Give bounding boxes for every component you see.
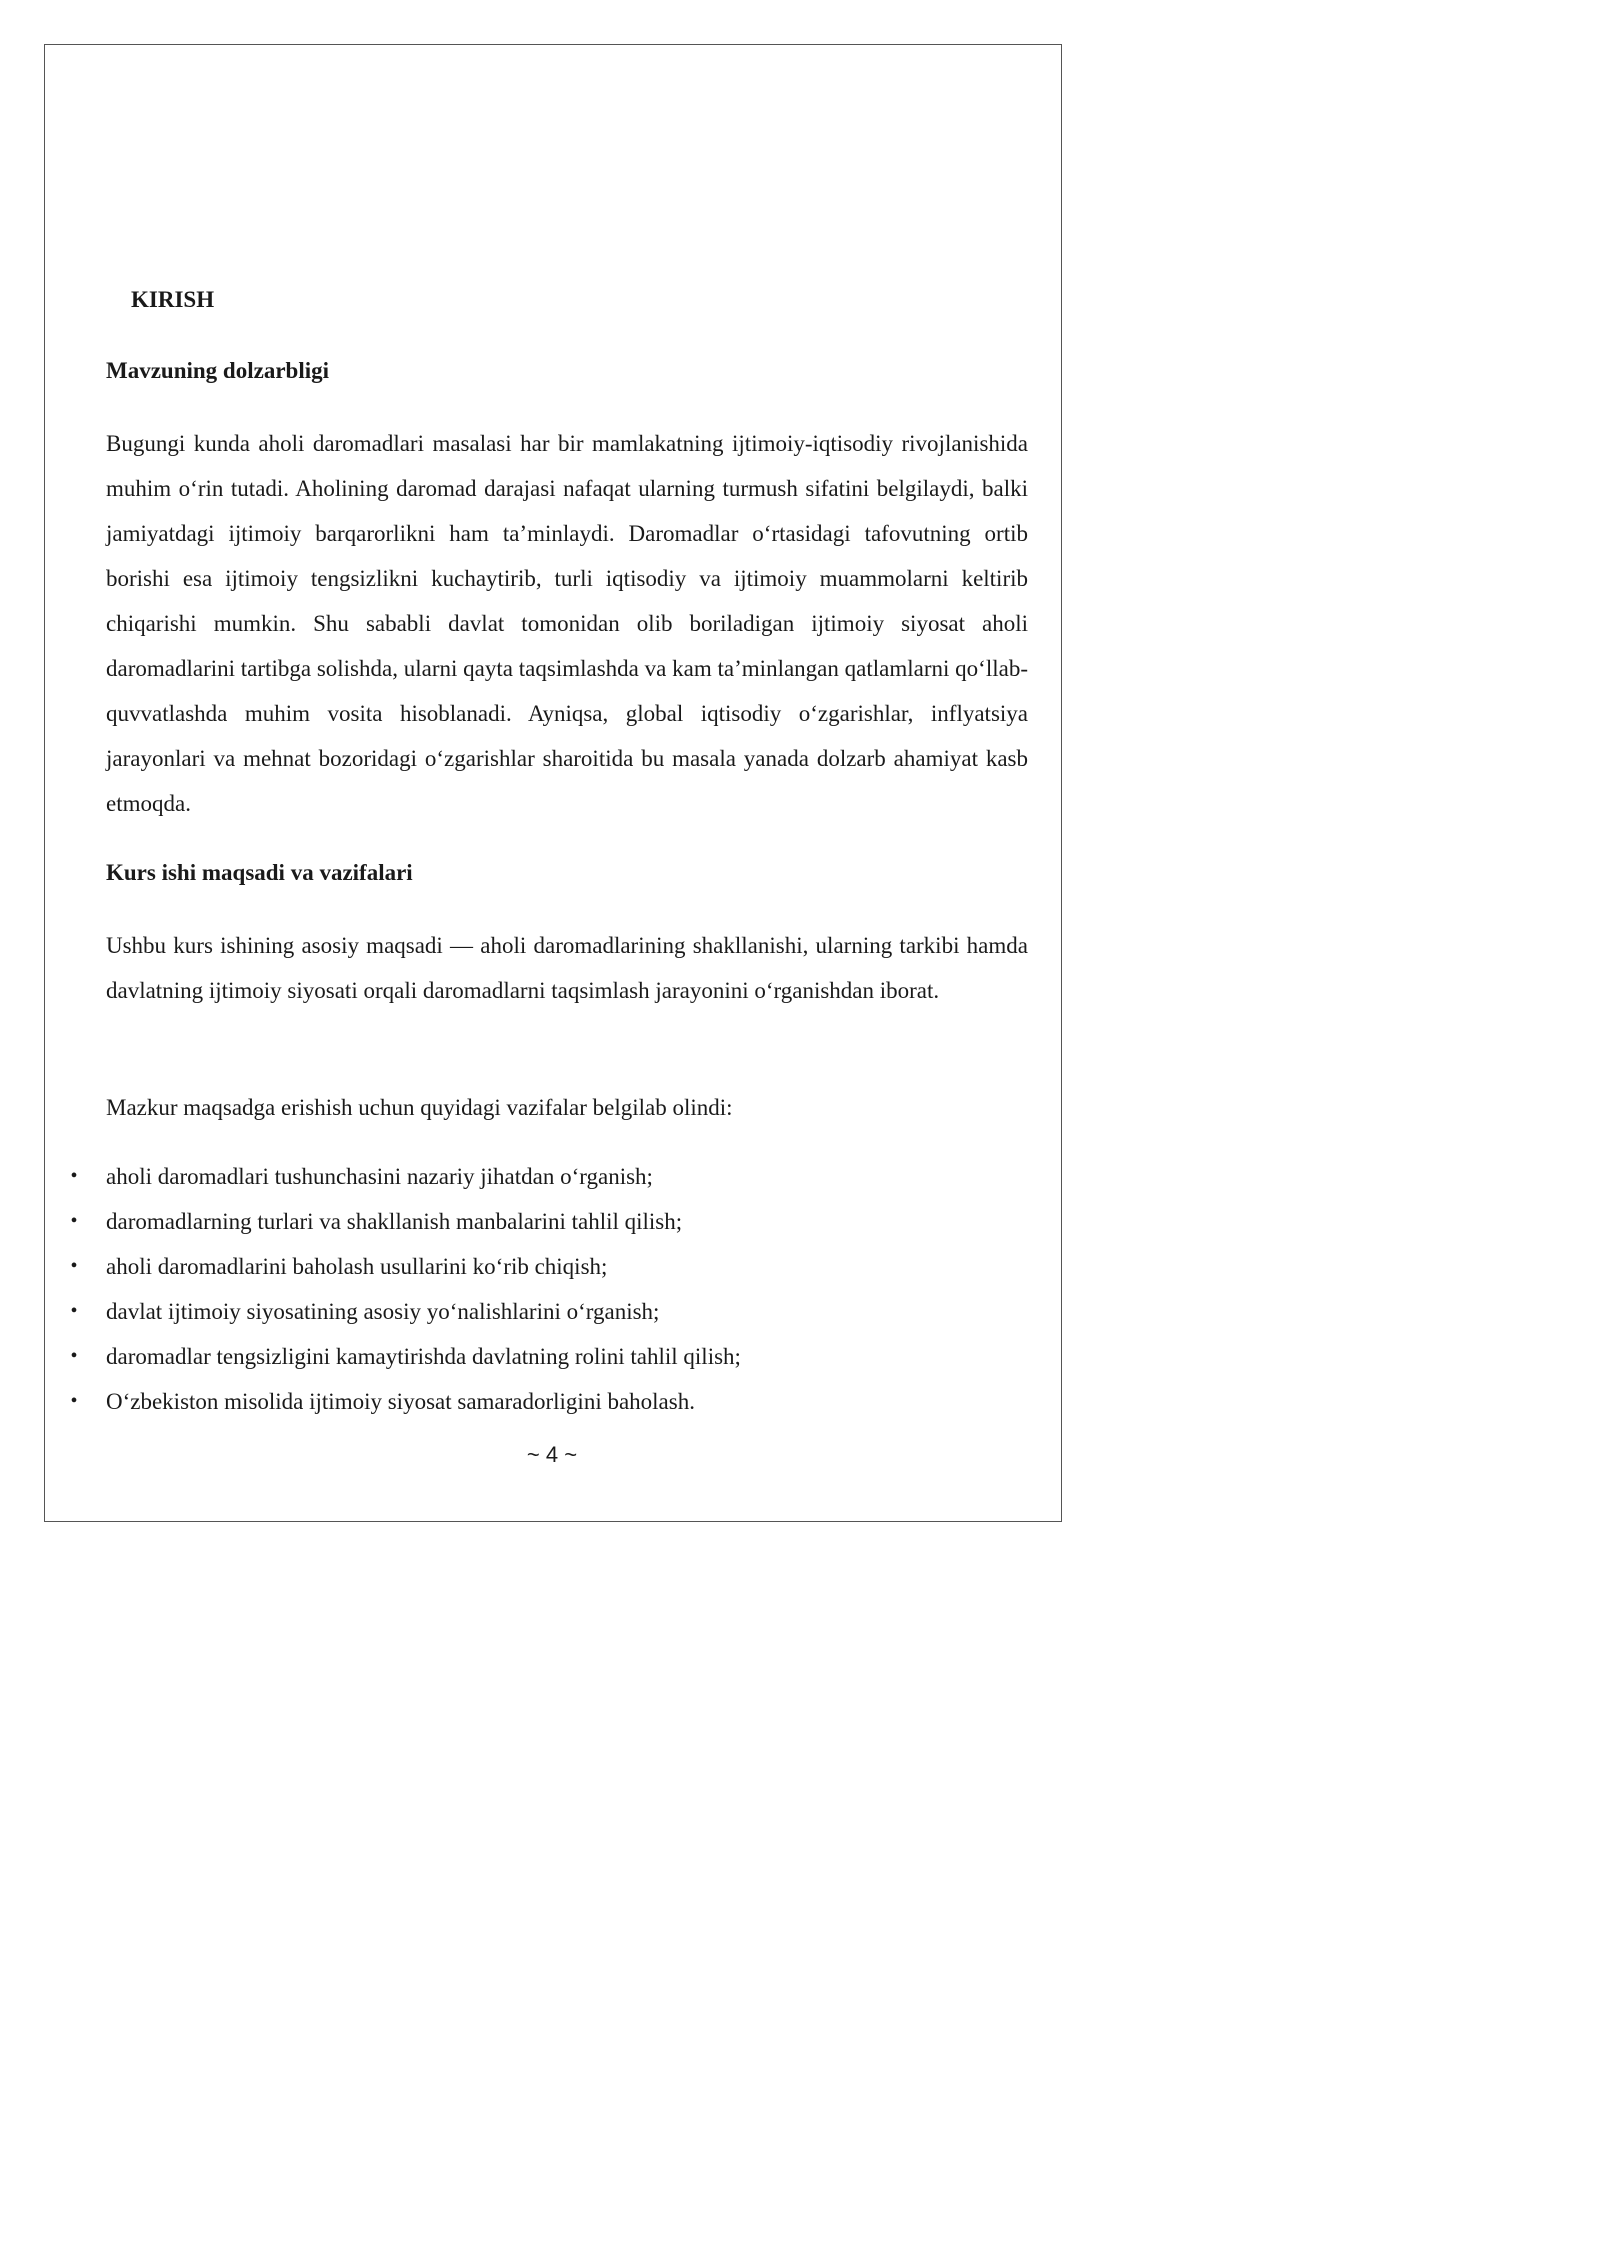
bullet-icon: • xyxy=(70,1390,78,1412)
bullet-icon: • xyxy=(70,1210,78,1232)
list-item xyxy=(68,1334,1028,1379)
task-text: daromadlarning turlari va shakllanish manbalarini tahlil qilish; xyxy=(106,1209,683,1234)
bullet-icon: • xyxy=(70,1165,78,1187)
section-title: KIRISH xyxy=(131,287,215,312)
relevance-heading: Mavzuning dolzarbligi xyxy=(106,358,329,383)
tasks-intro: Mazkur maqsadga erishish uchun quyidagi vazifalar belgilab olindi: xyxy=(106,1095,733,1120)
bullet-icon: • xyxy=(70,1345,78,1367)
list-item xyxy=(68,1199,1028,1244)
relevance-paragraph: Bugungi kunda aholi daromadlari masalasi har bir mamlakatning ijtimoiy-iqtisodiy rivojlanishida muhim o‘rin tutadi. Aholining daromad darajasi nafaqat ularning turmush sifatini belgilaydi, balki jamiyatdagi ijtimoiy barqarorlikni ham ta’minlaydi. Daromadlar o‘rtasidagi tafovutning ortib borishi esa ijtimoiy tengsizlikni kuchaytirib, turli iqtisodiy va ijtimoiy muammolarni keltirib chiqarishi mumkin. Shu sababli davlat tomonidan olib boriladigan ijtimoiy siyosat aholi daromadlarini tartibga solishda, ularni qayta taqsimlashda va kam ta’minlangan qatlamlarni qo‘llab-quvvatlashda muhim vosita hisoblanadi. Ayniqsa, global iqtisodiy o‘zgarishlar, inflyatsiya jarayonlari va mehnat bozoridagi o‘zgarishlar sharoitida bu masala yanada dolzarb ahamiyat kasb etmoqda. xyxy=(106,431,1028,816)
goals-paragraph: Ushbu kurs ishining asosiy maqsadi — aholi daromadlarining shakllanishi, ularning tarkibi hamda davlatning ijtimoiy siyosati orqali daromadlarni taqsimlash jarayonini o‘rganishdan iborat. xyxy=(106,933,1028,1003)
page-number: ~ 4 ~ xyxy=(526,1442,578,1467)
list-item xyxy=(68,1289,1028,1334)
tasks-list xyxy=(68,1154,1028,1424)
task-text: O‘zbekiston misolida ijtimoiy siyosat samaradorligini baholash. xyxy=(106,1389,695,1414)
task-text: daromadlar tengsizligini kamaytirishda davlatning rolini tahlil qilish; xyxy=(106,1344,741,1369)
task-text: aholi daromadlarini baholash usullarini ko‘rib chiqish; xyxy=(106,1254,608,1279)
list-item xyxy=(68,1154,1028,1199)
list-item xyxy=(68,1379,1028,1424)
goals-heading: Kurs ishi maqsadi va vazifalari xyxy=(106,860,413,885)
bullet-icon: • xyxy=(70,1300,78,1322)
list-item xyxy=(68,1244,1028,1289)
bullet-icon: • xyxy=(70,1255,78,1277)
task-text: davlat ijtimoiy siyosatining asosiy yo‘nalishlarini o‘rganish; xyxy=(106,1299,660,1324)
task-text: aholi daromadlari tushunchasini nazariy jihatdan o‘rganish; xyxy=(106,1164,653,1189)
